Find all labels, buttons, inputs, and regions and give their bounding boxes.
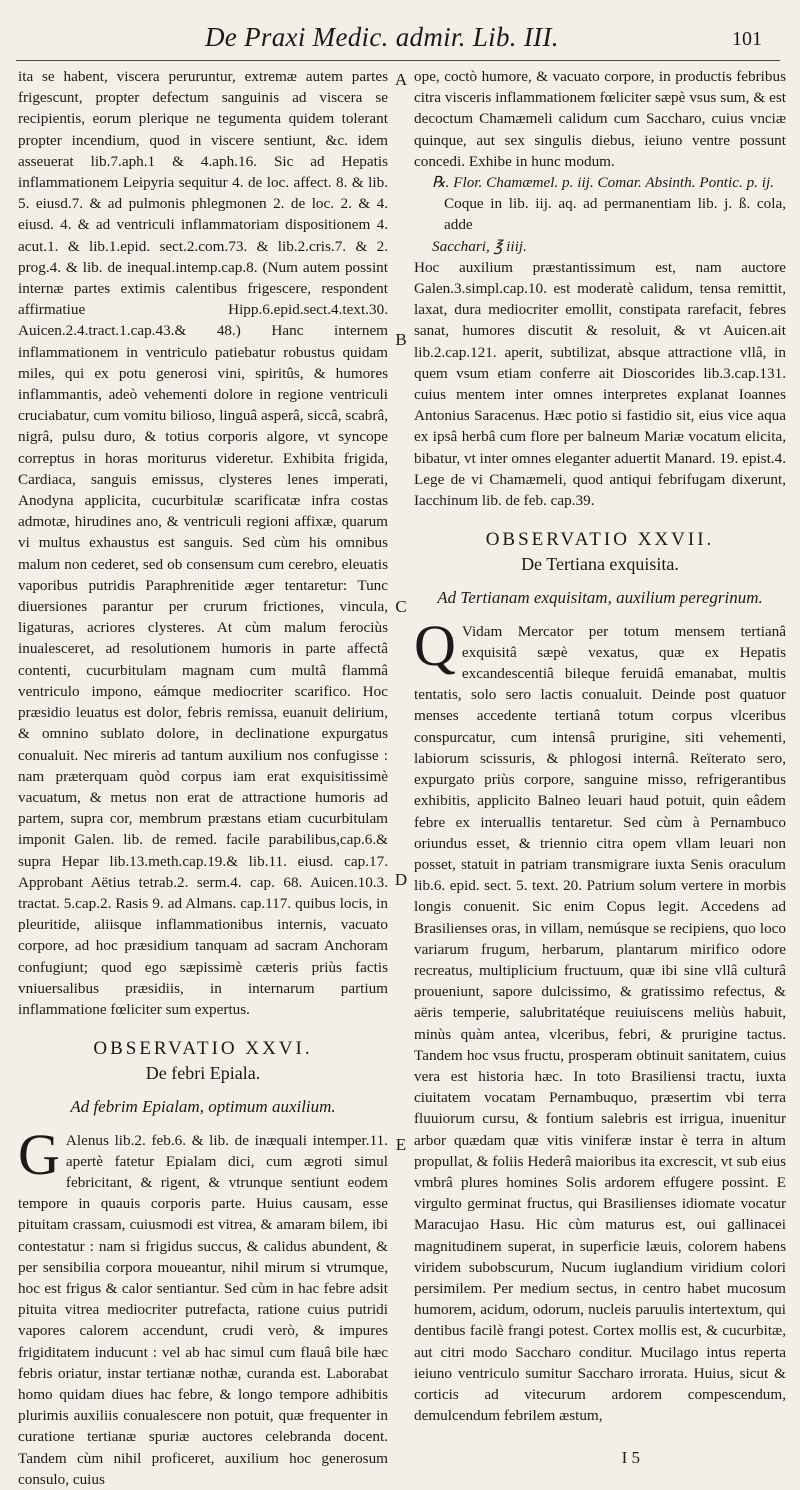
left-paragraph-2 [18,1121,388,1490]
signature-mark: I 5 [621,1448,640,1467]
observation-27-remedy-heading: Ad Tertianam exquisitam, auxilium peregrinum. [437,587,763,607]
margin-letter-a: A [394,70,408,89]
dropcap-q: Q [414,612,456,678]
right-paragraph-3-text: Vidam Mercator per totum mensem tertianâ exquisitâ sæpè vexatus, quæ ex Hepatis excandescentiâ bileque feruidâ emanabat, multis tentatis, solo sero lactis conualuit. Deinde post quatuor menses accedente tertianâ totum corpus vlceribus conspurcatur, cum intensâ prurigine, siti vehementi, labiorum scissuris, & phlogosi internâ. Reïterato sero, expurgato priùs corpore, sanguine misso, refrigerantibus exhibitis, applicito Balneo leuari haud potuit, quin eâdem febre ex interuallis tentaretur. Sed cùm à Pernambuco oriundus esset, & triennio citra opem vllam leuari non posset, statuit in patriam transmigrare iuxta Senis oraculum lib.6. epid. sect. 5. text. 20. Patrium solum vertere in morbis longis conuenit. Sic enim Copus legit. Accedens ad Brasilienses oras, in villam, nemúsque se recipiens, quo loco variarum frugum, herbarum, plantarum mirifico odore recreatus, multiplicium fructuum, quæ ibi sine vllâ culturâ proueniunt, sapore dulcissimo, & gratissimo refectus, & aëris temperie, salubritatéque reuiuiscens meliùs habuit, minùs quàm antea, vlceribus, febri, & prurigine tactus. Tandem hoc vsus fructu, prosperam obtinuit sanitatem, cuius vera est historia hæc. In toto Brasiliensi tractu, iuxta ciuitatem vocatam Pernambuquo, præsertim vbi terra fluuiorum cursu, & fontium salebris est irrigua, inuenitur arbor quædam quæ vitis viniferæ instar è terra in altum propullat, & foliis Hederâ maioribus ita excrescit, vt sub eius vmbrâ plures homines Solis ardorem effugere possint. E virgulto germinat fructus, qui Brasilienses idiomate vocatur Maracujao Hasu. Hic cùm maturus est, oui gallinacei magnitudinem superat, in superficie læuis, colorem habens viridem subobscurum, Nucum iuglandium viridium colori persimilem. Per medium sectus, in centro habet mucosum humorem, acidum, odorum, nucleis paruulis intertextum, qui dentibus facilè frangi potest. Cortex mollis est, & cucurbitæ, aut citri modo Saccharo conditur. Mucilago intus reperta ieiuno ventriculo sumitur Saccharo irrorata. Huius, sicut & corticis ad vitecurum ardorem compescendum, demulcendum febrilem æstum, [414,622,786,1425]
left-paragraph-1: ita se habent, viscera peruruntur, extremæ autem partes frigescunt, propter defectum sanguinis ad viscera se recipientis, eorum plerique ne tegumenta quidem tolerant propter incendium, quod in viscere sentiunt, &c. idem asseuerat lib.7.aph.1 & 4.aph.16. Sic ad Hepatis inflammationem Leipyria sequitur 4. de loc. affect. 8. & lib. 5. eiusd.7. & ad pulmonis phlegmonen 2. de loc. 2. & 4. eiusd. 4. & ad ventriculi inflammatoriam dispositionem 4. acut.1. & lib.1.epid. sect.2.com.73. & lib.2.cris.7. & 2. prog.4. & lib. de inequal.intemp.cap.8. (Num autem possint internæ partes extimis calentibus frigescere, respondent affirmatiue Hipp.6.epid.sect.4.text.30. Auicen.2.4.tract.1.cap.43.& 48.) Hanc internem inflammationem in ventriculo patiebatur robustus quidam miles, qui ex potu generosi vini, spiritûs, & humores inflammantis, adeò vehementi dolore in regione ventriculi cruciabatur, cum vomitu bilioso, linguâ asperâ, siccâ, scabrâ, nigrâ, pulsu duro, & totius corporis algore, vt syncope correptus in horas moriturus videretur. Exhibita frigida, Cardiaca, sanguis emissus, clysteres lenes imperati, Anodyna applicita, cucurbitulæ scarificatæ infra costas admotæ, hirudines ano, & ventriculi regioni affixæ, quarum vi multus exhaustus est sanguis. Sed cùm his omnibus malum non cederet, sed ob consensum cum cerebro, eleuatis vaporibus putridis Paraphrenitide æger tentaretur: Tunc diuersiones parantur per crurum frictiones, vincula, ligaturas, acriores clysteres. At cùm malum ferociùs inualesceret, ad resolutionem humoris in parte affectâ contenti, cucurbitulam magnam cum multâ flammâ ventriculo impono, eámque mediocriter scarifico. Hoc præsidio leuatus est dolor, febris remissa, euanuit delirium, & omnino sublato dolore, in declinatione expurgatus conualuit. Nec mireris ad tantum auxilium nos confugisse : nam præterquam quòd corpus iam erat exquisitissimè vacuatum, & metus non erat de attractione humoris ad partem, supra cor, membrum præstans etiam cucurbitulam imponit Galen. lib. de remed. facile parabilibus,cap.6.& supra Hepar lib.13.meth.cap.19.& lib.11. eiusd. cap.17. Approbant Aëtius tetrab.2. serm.4. cap. 68. Auicen.10.3. tractat. 5.cap.2. Rasis 9. ad Almans. cap.117. quibus locis, in pleuritide, aliisque inflammationibus internis, vacuato corpore, ad hoc præsidium tanquam ad sacram Anchoram confugiunt; quod ego sæpissimè cæteris priùs factis vniuersalibus præsidiis, in internarum partium inflammatione fœliciter sum expertus. [18,68,388,1018]
running-title: De Praxi Medic. admir. Lib. III. [205,22,559,52]
right-paragraph-3 [414,612,786,1427]
recipe-line-1: ℞. Flor. Chamæmel. p. iij. Comar. Absinth. Pontic. p. ij. [432,174,774,192]
observation-26-subtitle: De febri Epiala. [145,1063,261,1084]
recipe-line-3: Sacchari, ℥ iiij. [432,237,527,255]
right-column [414,66,786,1426]
margin-letters [390,60,412,1460]
observation-27-title: OBSERVATIO XXVII. [485,529,715,551]
observation-26-remedy-heading: Ad febrim Epialam, optimum auxilium. [70,1096,336,1116]
dropcap-g: G [18,1121,60,1187]
page-header [0,10,800,60]
right-paragraph-2: Hoc auxilium præstantissimum est, nam auctore Galen.3.simpl.cap.10. est moderatè calidum, tensa remittit, laxat, dura mediocriter emollit, constipata rarefacit, febres sanat, humores discutit & resoluit, & vt Auicen.ait lib.2.cap.121. aperit, subtilizat, absque attractione vllâ, in quem vsum etiam conferre ait Dioscorides lib.3.cap.131. cuius mentem inter omnes interpretes explanat Ioannes Antonius Saracenus. Hæc potio si fastidio sit, eius vice aqua ex ipsâ herbâ cum flore per balneum Mariæ vocatum elicita, bibatur, vt inter omnes eleganter aduertit Manard. 19. epist.4. Lege de vi Chamæmeli, quod antiqui febrifugam dixerunt, Iacchinum lib. de feb. cap.39. [414,258,786,510]
observation-26-title: OBSERVATIO XXVI. [93,1038,313,1060]
recipe-line-2: Coque in lib. iij. aq. ad permanentiam lib. j. ß. cola, adde [444,195,786,234]
observation-27-subtitle: De Tertiana exquisita. [521,554,679,575]
left-column [18,66,388,1490]
left-paragraph-2-text: Alenus lib.2. feb.6. & lib. de inæquali intemper.11. apertè fatetur Epialam dici, cum ægroti simul febricitant, & rigent, & vtrunque sentiunt eodem tempore in quauis corporis parte. Huius causam, esse pituitam crassam, cuiusmodi est vitrea, & amaram bilem, ibi contestatur : nam si frigidus succus, & calidus abundent, & per sensibilia corpora moueantur, nihil mirum si vtrumque, hoc est frigus & calor sentiantur. Sed cùm in hac febre adsit pituita vitrea mediocriter putrefacta, ratione cuius putridi vapores calorem accendunt, crudi verò, & impures frigiditatem inducunt : vel ab hac simul cum flauâ bile hæc febris oriatur, instar tertianæ nothæ, curanda est. Laborabat homo quidam diues hac febre, & longo tempore adhibitis plurimis auxiliis conualescere non potuit, quæ frequenter in curatione tertianæ spuriæ auctores celebranda docent. Tandem cùm nihil proficeret, auxilium hoc generosum consulo, cuius [18,1131,388,1488]
margin-letter-d: D [394,870,408,889]
right-paragraph-1: ope, coctò humore, & vacuato corpore, in productis febribus citra visceris inflammationem fœliciter sæpè vsus sum, & est decoctum Chamæmeli calidum cum Saccharo, cuius vnciæ quinque, aut sex singulis diebus, ieiuno ventre possunt concedi. Exhibe in hunc modum. [414,68,786,170]
margin-letter-e: E [395,1135,407,1154]
margin-letter-b: B [395,330,407,349]
margin-letter-c: C [395,597,407,616]
page-number: 101 [732,28,762,50]
